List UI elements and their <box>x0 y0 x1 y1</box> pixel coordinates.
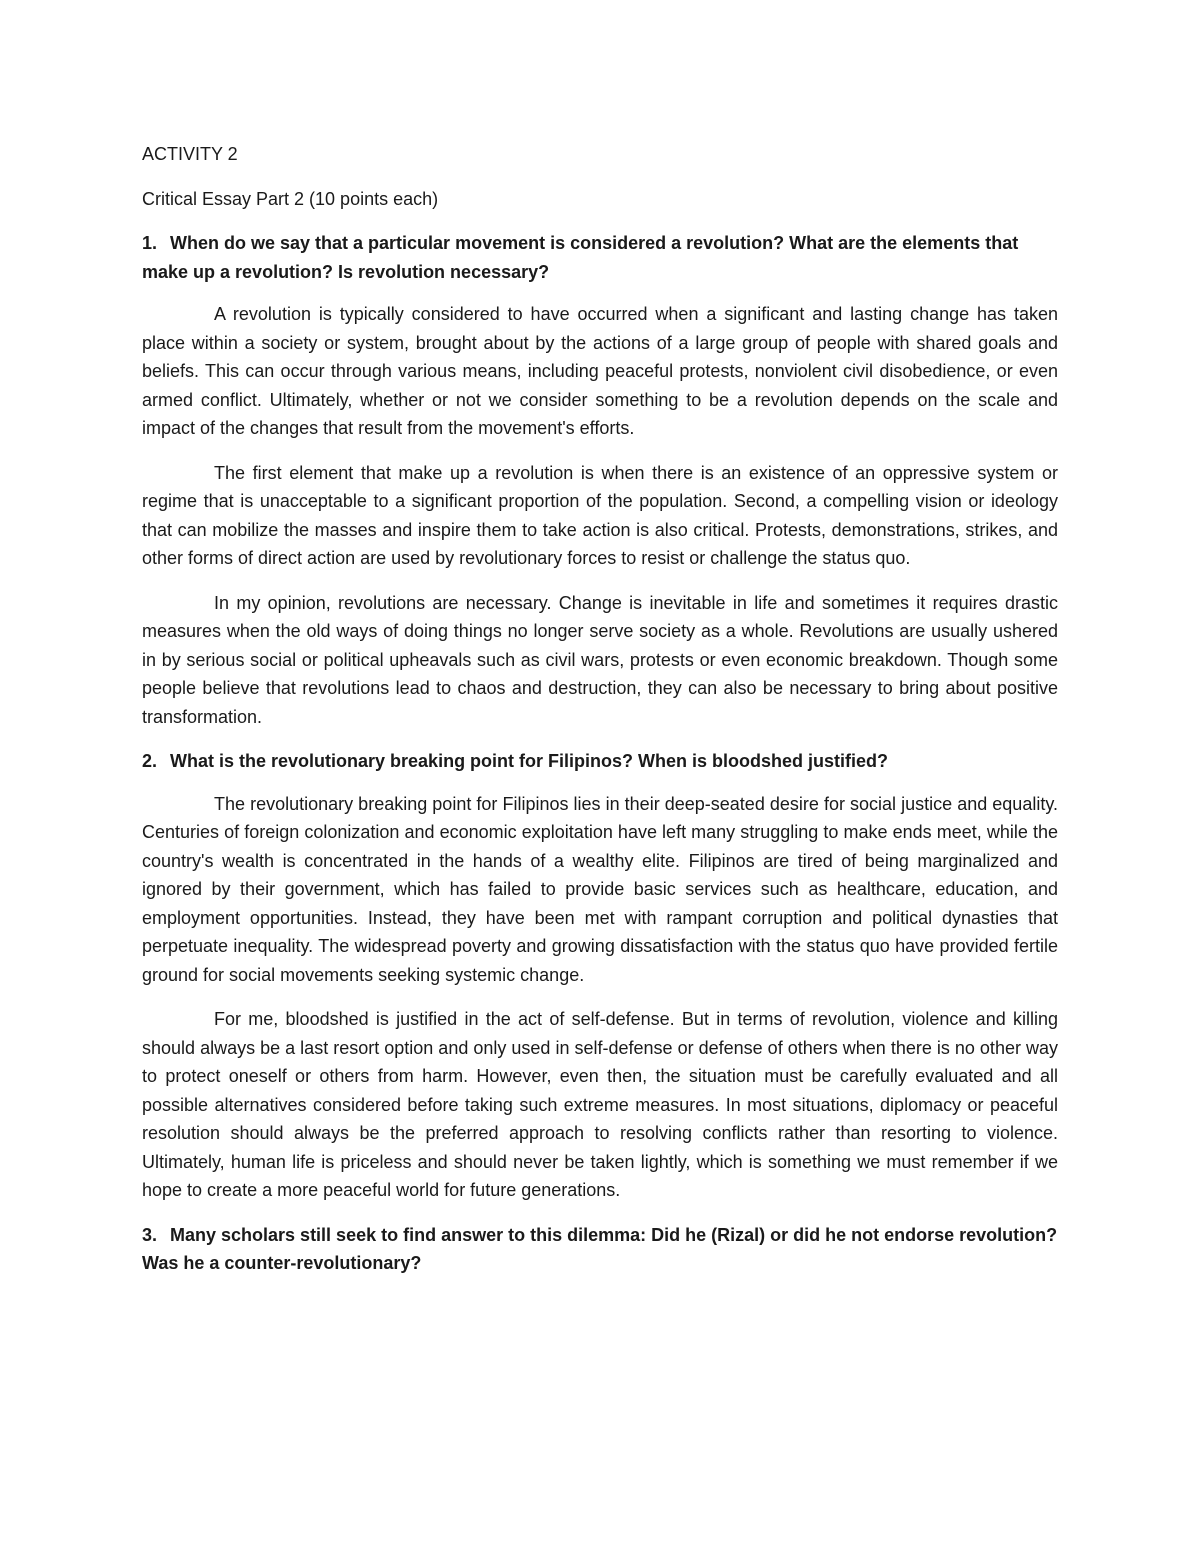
answer-1-paragraph-1: A revolution is typically considered to have occurred when a significant and lasting change has taken place within a society or system, brought about by the actions of a large group of people with shared goals and beliefs. This can occur through various means, including peaceful protests, nonviolent civil disobedience, or even armed conflict. Ultimately, whether or not we consider something to be a revolution depends on the scale and impact of the changes that result from the movement's efforts. <box>142 304 1058 438</box>
question-1-number: 1. <box>142 233 158 253</box>
question-3 <box>142 1221 1058 1278</box>
question-1 <box>142 229 1058 286</box>
question-2-number: 2. <box>142 751 158 771</box>
activity-heading: ACTIVITY 2 <box>142 144 238 164</box>
answer-2-paragraph-2: For me, bloodshed is justified in the act of self-defense. But in terms of revolution, violence and killing should always be a last resort option and only used in self-defense or defense of others when there is no other way to protect oneself or others from harm. However, even then, the situation must be carefully evaluated and all possible alternatives considered before taking such extreme measures. In most situations, diplomacy or peaceful resolution should always be the preferred approach to resolving conflicts rather than resorting to violence. Ultimately, human life is priceless and should never be taken lightly, which is something we must remember if we hope to create a more peaceful world for future generations. <box>142 1009 1058 1200</box>
question-2-text: What is the revolutionary breaking point for Filipinos? When is bloodshed justified? <box>170 751 889 771</box>
document-body <box>142 140 1058 1292</box>
question-2 <box>142 747 1058 776</box>
question-3-text: Many scholars still seek to find answer to this dilemma: Did he (Rizal) or did he not endorse revolution? Was he a counter-revolutionary? <box>142 1224 1058 1273</box>
answer-1-paragraph-2: The first element that make up a revolution is when there is an existence of an oppressive system or regime that is unacceptable to a significant proportion of the population. Second, a compelling vision or ideology that can mobilize the masses and inspire them to take action is also critical. Protests, demonstrations, strikes, and other forms of direct action are used by revolutionary forces to resist or challenge the status quo. <box>142 462 1058 568</box>
essay-subheading: Critical Essay Part 2 (10 points each) <box>142 188 439 209</box>
question-3-number: 3. <box>142 1224 158 1245</box>
answer-2-paragraph-1: The revolutionary breaking point for Filipinos lies in their deep-seated desire for social justice and equality. Centuries of foreign colonization and economic exploitation have left many struggling to make ends meet, while the country's wealth is concentrated in the hands of a wealthy elite. Filipinos are tired of being marginalized and ignored by their government, which has failed to provide basic services such as healthcare, education, and employment opportunities. Instead, they have been met with rampant corruption and political dynasties that perpetuate inequality. The widespread poverty and growing dissatisfaction with the status quo have provided fertile ground for social movements seeking systemic change. <box>142 793 1058 985</box>
question-1-text: When do we say that a particular movement is considered a revolution? What are the elements that make up a revolution? Is revolution necessary? <box>142 233 1019 282</box>
answer-1-paragraph-3: In my opinion, revolutions are necessary. Change is inevitable in life and sometimes it requires drastic measures when the old ways of doing things no longer serve society as a whole. Revolutions are usually ushered in by serious social or political upheavals such as civil wars, protests or even economic breakdown. Though some people believe that revolutions lead to chaos and destruction, they can also be necessary to bring about positive transformation. <box>142 592 1058 727</box>
